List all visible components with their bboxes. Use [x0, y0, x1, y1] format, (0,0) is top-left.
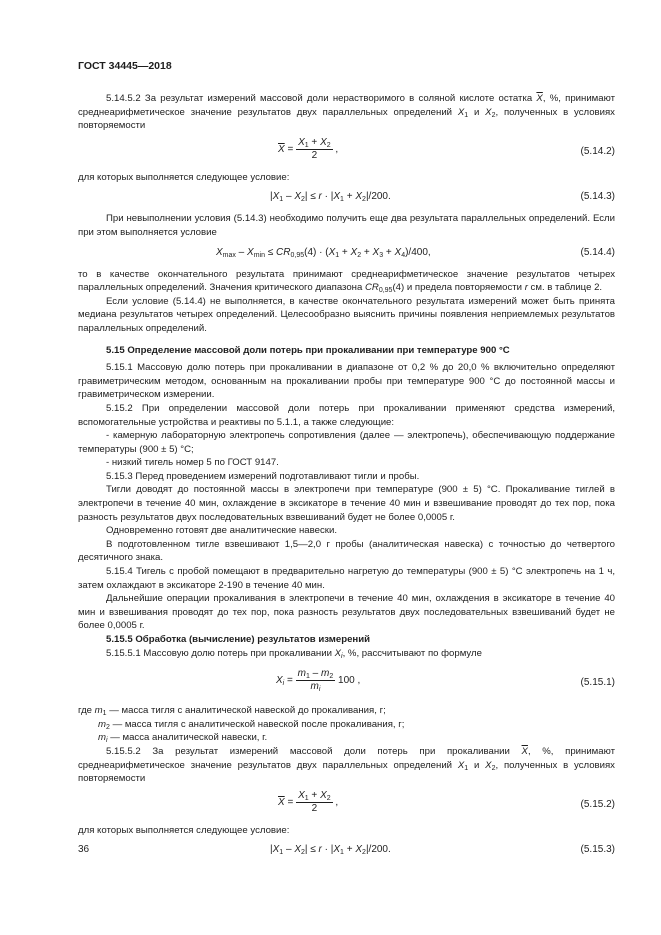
- list-item-furnace: - камерную лабораторную электропечь сопротивления (далее — электропечь), обеспечивающую поддержание температуры (900 ± 5) °С;: [78, 430, 615, 455]
- formula-5-14-3: $|X_1 - X_2| \le r \cdot |X_1 + X_2|/200$. (5.14.3): [270, 191, 615, 204]
- formula-5-14-4: $X_{max} - X_{min} \le CR_{0,95}(4) \cdot (X_1 + X_2 + X_3 + X_4)/400$, (5.14.4): [216, 246, 615, 259]
- doc-header: ГОСТ 34445—2018: [78, 60, 172, 72]
- where-m2: $m_2$ — масса тигля с аналитической навеской после прокаливания, г;: [98, 718, 405, 731]
- page-number: 36: [78, 844, 90, 855]
- page-content: [78, 92, 615, 865]
- para-5-15-4: 5.15.4 Тигель с пробой помещают в предварительно нагретую до температуры (900 ± 5) °С электропечь на 1 ч, затем охлаждают в эксикаторе 2-190 в течение 40 мин.: [78, 566, 615, 591]
- formula-5-15-2: $\overline{X}$ = $\frac{X_1 + X_2}{2}$ , (5.15.2): [278, 789, 615, 814]
- formula-5-15-1: $X_i$ = $\frac{m_1 - m_2}{m_i}$ 100 , (5.15.1): [276, 668, 615, 694]
- para-further-ops: Дальнейшие операции прокаливания в электропечи в течение 40 мин, охлаждения в эксикаторе в течение 40 мин и взвешивания проводят до тех пор, пока разность результатов двух последовательных взвешиваний будет не более 0,0005 г.: [78, 593, 615, 632]
- section-title-5-15: 5.15 Определение массовой доли потерь при прокаливании при температуре 900 °С: [106, 344, 510, 356]
- formula-5-14-2: $\overline{X}$ = $\frac{X_1 + X_2}{2}$ , (5.14.2): [278, 136, 615, 161]
- condition-intro: для которых выполняется следующее условие:: [78, 171, 290, 183]
- para-repeat-condition: При невыполнении условия (5.14.3) необходимо получить еще два результата параллельных определений. Если при этом выполняется условие: [78, 213, 615, 238]
- para-5-14-5-2: 5.14.5.2 За результат измерений массовой доли нерастворимого в соляной кислоте остатка $\overline{X}$, %, принимают среднеарифметическое значение результатов двух параллельных определений $X_1$ и $X_2$, полученных в условиях повторяемости: [78, 93, 615, 132]
- para-final-result: то в качестве окончательного результата принимают среднеарифметическое значение результатов четырех параллельных определений. Значения критического диапазона $CR_{0,95}(4)$ и предела повторяемости r см. в таблице 2.: [78, 268, 615, 295]
- para-weigh: В подготовленном тигле взвешивают 1,5—2,0 г пробы (аналитическая навеска) с точностью до четвертого десятичного знака.: [78, 538, 615, 564]
- condition-intro-2: для которых выполняется следующее условие:: [78, 824, 290, 836]
- para-5-15-2: 5.15.2 При определении массовой доли потерь при прокаливании применяют средства измерений, вспомогательные устройства и реактивы по 5.1.1, а также следующие:: [78, 402, 615, 428]
- para-two-samples: Одновременно готовят две аналитические навески.: [106, 525, 337, 537]
- para-5-15-3: 5.15.3 Перед проведением измерений подготавливают тигли и пробы.: [106, 470, 420, 482]
- para-median: Если условие (5.14.4) не выполняется, в качестве окончательного результата измерений может быть принята медиана результатов четырех определений. Целесообразно выяснить причины появления неприемлемых результатов параллельных определений.: [78, 295, 615, 334]
- formula-5-15-3: $|X_1 - X_2| \le r \cdot |X_1 + X_2|/200$. (5.15.3): [270, 844, 615, 857]
- para-crucibles-mass: Тигли доводят до постоянной массы в электропечи при температуре (900 ± 5) °С. Прокаливание тиглей в электропечи в течение 40 мин, охлаждение в эксикаторе в течение 40 мин и взвешивание проводят до тех пор, пока разность результатов двух последовательных взвешиваний будет не более 0,0005 г.: [78, 484, 615, 523]
- para-5-15-5-2: 5.15.5.2 За результат измерений массовой доли потерь при прокаливании $\overline{X}$, %, принимают среднеарифметическое значение результатов двух параллельных определений $X_1$ и $X_2$, полученных в условиях повторяемости: [78, 745, 615, 785]
- para-5-15-1: 5.15.1 Массовую долю потерь при прокаливании в диапазоне от 0,2 % до 20,0 % включительно определяют гравиметрическим методом, основанным на прокаливании пробы при температуре 900 °С до постоянной массы и гравиметрическом измерении.: [78, 362, 615, 401]
- para-5-15-5-1: 5.15.5.1 Массовую долю потерь при прокаливании $X_i$, %, рассчитывают по формуле: [106, 647, 482, 660]
- where-m1: где $m_1$ — масса тигля с аналитической навеской до прокаливания, г;: [78, 705, 386, 718]
- subsection-title-5-15-5: 5.15.5 Обработка (вычисление) результатов измерений: [106, 634, 371, 645]
- where-mi: $m_i$ — масса аналитической навески, г.: [98, 732, 268, 745]
- list-item-crucible: - низкий тигель номер 5 по ГОСТ 9147.: [106, 457, 279, 469]
